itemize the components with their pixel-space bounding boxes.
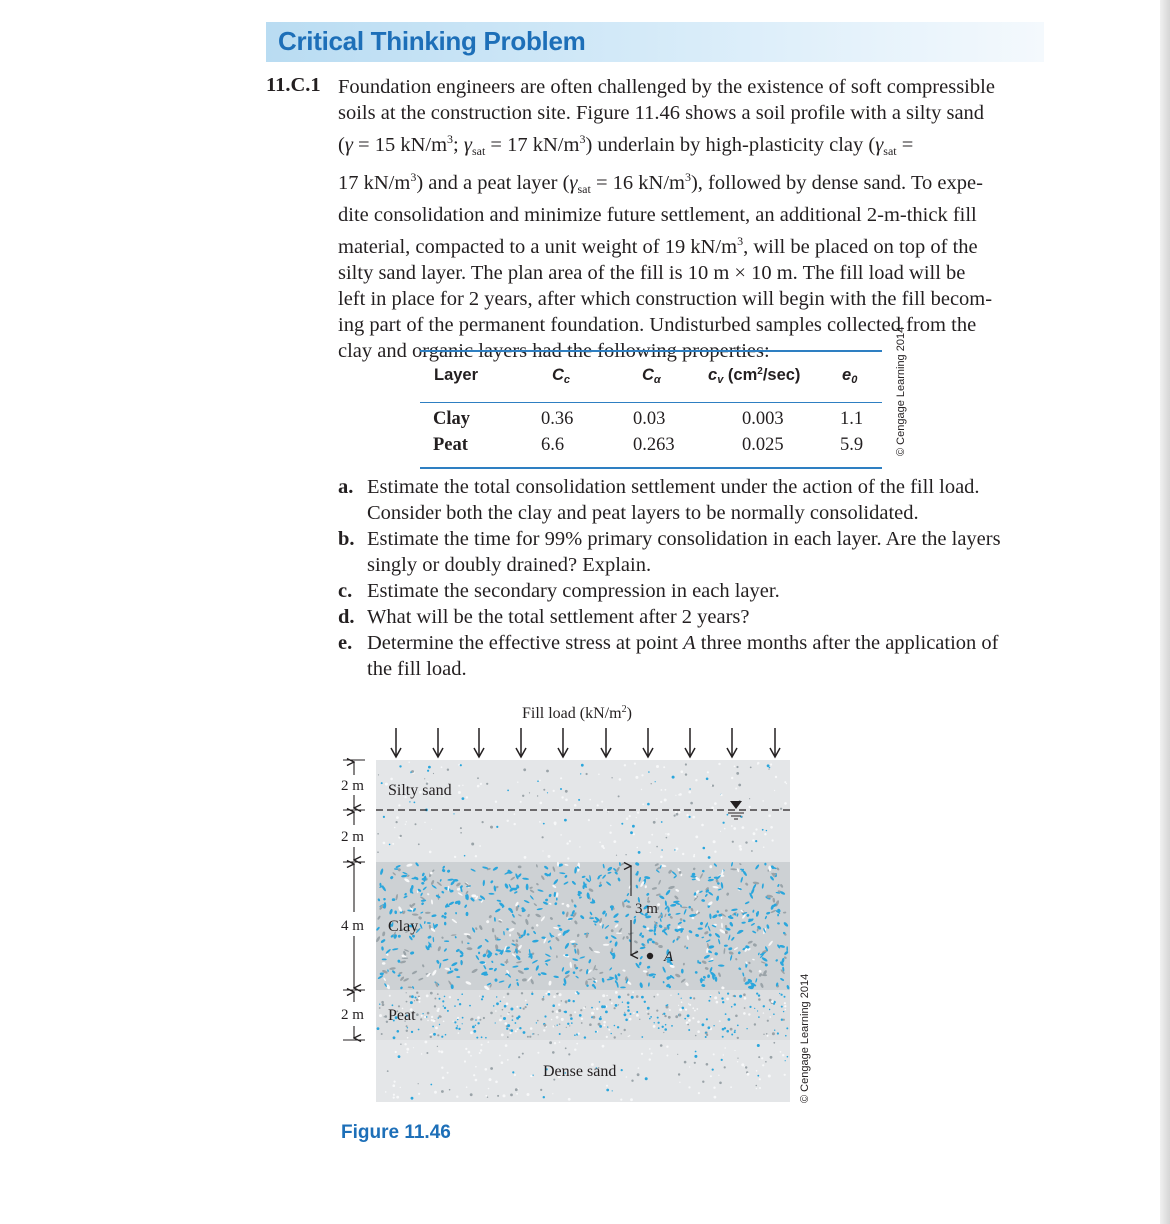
layer-label-clay: Clay — [388, 918, 419, 935]
problem-line: material, compacted to a unit weight of 19 $kN/m^3$, will be placed on top of the — [338, 234, 978, 258]
load-arrow — [391, 728, 401, 757]
thickness-label: 2 m — [341, 1007, 364, 1023]
header-calpha: Cα — [642, 366, 661, 386]
cell-calpha: 0.263 — [633, 435, 675, 455]
table-copyright: © Cengage Learning 2014 — [895, 326, 907, 456]
problem-line: clay and organic layers had the following properties: — [338, 340, 770, 362]
header-cc: Cc — [552, 366, 571, 386]
cell-cv: 0.003 — [742, 409, 784, 429]
layer-label-peat: Peat — [388, 1007, 416, 1024]
peat-layer — [376, 990, 790, 1040]
load-arrow — [516, 728, 526, 757]
point-a-marker — [647, 953, 653, 959]
problem-line: dite consolidation and minimize future settlement, an additional 2-m-thick fill — [338, 204, 977, 226]
load-arrow — [727, 728, 737, 757]
load-arrow — [433, 728, 443, 757]
subquestion-b: b. Estimate the time for 99% primary consolidation in each layer. Are the layers singly or doubly drained? Explain. — [338, 528, 1001, 576]
subquestion-e: e. Determine the effective stress at point A three months after the application of the fill load. — [338, 632, 999, 680]
thickness-dimensions — [343, 760, 365, 1040]
problem-line: (γ = 15 $kN/m^3$; $\gamma_{sat} = 17$ $kN/m^3$) underlain by high-plasticity clay ($\gamma_{sat}$ = — [338, 132, 914, 158]
thickness-label: 2 m — [341, 778, 364, 794]
header-cv: cv $(cm^2/\sec)$ — [708, 366, 801, 386]
cell-cv: 0.025 — [742, 435, 784, 455]
depth-dimension-label: 3 m — [635, 901, 658, 917]
problem-line: soils at the construction site. Figure 11.46 shows a soil profile with a silty sand — [338, 102, 985, 124]
header-e0: e0 — [842, 366, 858, 386]
problem-line: 17 $kN/m^3$) and a peat layer ($\gamma_{sat} = 16$ $kN/m^3$), followed by dense sand. To expe- — [338, 170, 983, 196]
silty-sand-layer — [376, 760, 790, 862]
subquestion-a: a. Estimate the total consolidation settlement under the action of the fill load. Consider both the clay and peat layers to be normally consolidated. — [338, 476, 980, 524]
load-arrow — [770, 728, 780, 757]
point-a-label: A — [664, 949, 674, 965]
layer-label-dense-sand: Dense sand — [543, 1063, 617, 1080]
problem-line: ing part of the permanent foundation. Undisturbed samples collected from the — [338, 314, 977, 336]
cell-cc: 6.6 — [541, 435, 565, 455]
thickness-label: 4 m — [341, 918, 364, 934]
problem-line: left in place for 2 years, after which construction will begin with the fill becom- — [338, 288, 993, 310]
layer-label-silty-sand: Silty sand — [388, 782, 452, 799]
cell-calpha: 0.03 — [633, 409, 666, 429]
subquestion-c: c. Estimate the secondary compression in each layer. — [338, 580, 780, 602]
problem-line: silty sand layer. The plan area of the fill is 10 m × 10 m. The fill load will be — [338, 262, 966, 284]
cell-layer: Clay — [433, 409, 470, 429]
load-arrow — [474, 728, 484, 757]
load-arrows — [391, 728, 780, 757]
section-title: Critical Thinking Problem — [278, 26, 586, 56]
load-arrow — [558, 728, 568, 757]
load-arrow — [643, 728, 653, 757]
problem-line: Foundation engineers are often challenged by the existence of soft compressible — [338, 76, 995, 98]
cell-layer: Peat — [433, 435, 468, 455]
cell-e0: 5.9 — [840, 435, 864, 455]
cell-e0: 1.1 — [840, 409, 864, 429]
load-arrow — [601, 728, 611, 757]
problem-number: 11.C.1 — [266, 74, 321, 96]
load-arrow — [685, 728, 695, 757]
figure-caption: Figure 11.46 — [341, 1122, 451, 1143]
fill-load-label: Fill load $(kN/m^2)$ — [522, 704, 632, 722]
figure-copyright: © Cengage Learning 2014 — [799, 973, 811, 1103]
thickness-label: 2 m — [341, 829, 364, 845]
cell-cc: 0.36 — [541, 409, 574, 429]
subquestion-d: d. What will be the total settlement after 2 years? — [338, 606, 750, 628]
clay-layer — [376, 862, 790, 990]
header-layer: Layer — [434, 366, 479, 384]
